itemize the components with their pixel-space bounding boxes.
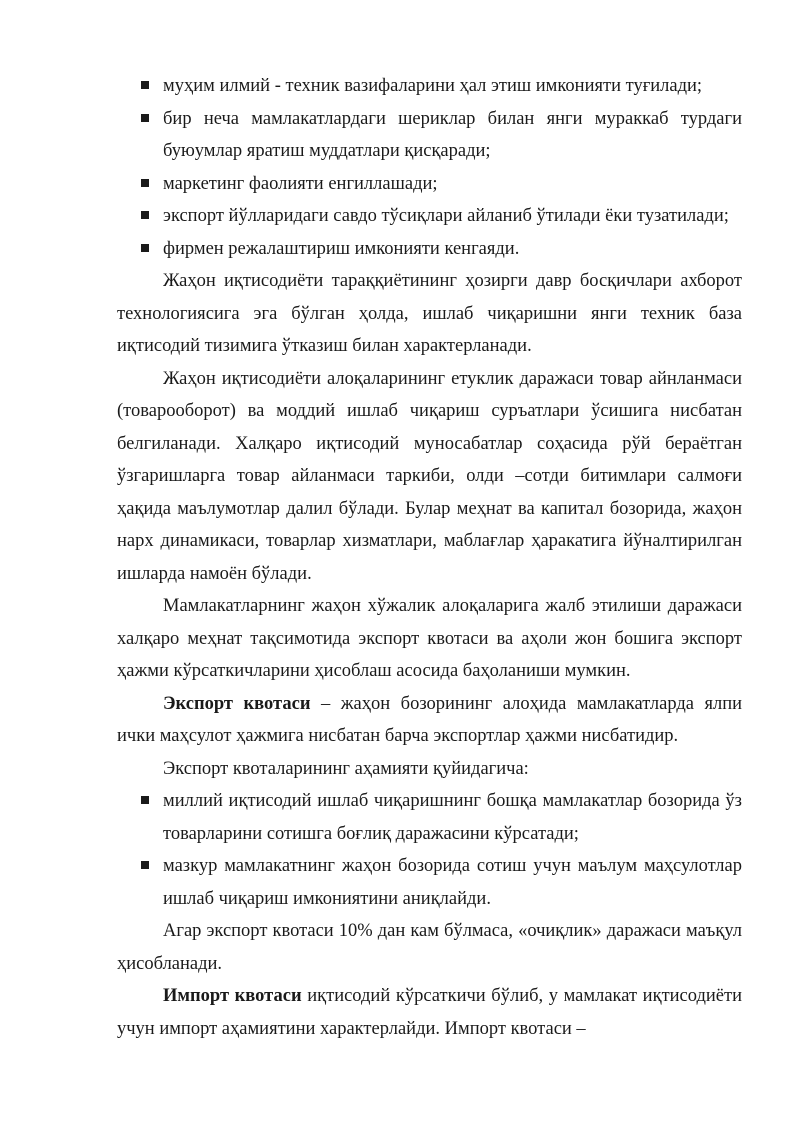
- square-bullet-icon: [141, 861, 149, 869]
- document-body: [117, 70, 742, 1045]
- definition-text: – жаҳон бозорининг алоҳида мамлакатларда ялпи ички маҳсулот ҳажмига нисбатан барча экспортлар ҳажми нисбатидир.: [117, 693, 742, 746]
- list-item: [117, 200, 742, 233]
- list-item: [117, 70, 742, 103]
- paragraph-export-quota-importance: Экспорт квоталарининг аҳамияти қуйидагича:: [163, 758, 529, 779]
- square-bullet-icon: [141, 244, 149, 252]
- bullet-list-top: [117, 70, 742, 265]
- paragraph-import-quota-definition: [117, 980, 742, 1045]
- square-bullet-icon: [141, 81, 149, 89]
- list-item-text: мазкур мамлакатнинг жаҳон бозорида сотиш учун маълум маҳсулотлар ишлаб чиқариш имкониятини аниқлайди.: [163, 856, 742, 909]
- list-item: [117, 168, 742, 201]
- square-bullet-icon: [141, 796, 149, 804]
- list-item: [117, 850, 742, 915]
- list-item: [117, 233, 742, 266]
- square-bullet-icon: [141, 114, 149, 122]
- bullet-list-bottom: [117, 785, 742, 915]
- list-item-text: фирмен режалаштириш имконияти кенгаяди.: [163, 238, 520, 259]
- paragraph-economic-relations: Жаҳон иқтисодиёти алоқаларининг етуклик даражаси товар айнланмаси (товарооборот) ва моддий ишлаб чиқариш суръатлари ўсишига нисбатан белгиланади. Халқаро иқтисодий муносабатлар соҳасида рўй бераётган ўзгаришларга товар айланмаси таркиби, олди –сотди битимлари салмоғи ҳақида маълумотлар далил бўлади. Булар меҳнат ва капитал бозорида, жаҳон нарх динамикаси, товарлар хизматлари, маблағлар ҳаракатига йўналтирилган ишларда намоён бўлади.: [117, 368, 742, 584]
- list-item-text: миллий иқтисодий ишлаб чиқаришнинг бошқа мамлакатлар бозорида ўз товарларини сотишга боғлиқ даражасини кўрсатади;: [163, 791, 742, 844]
- list-item: [117, 103, 742, 168]
- square-bullet-icon: [141, 179, 149, 187]
- square-bullet-icon: [141, 211, 149, 219]
- paragraph-involvement-level: Мамлакатларнинг жаҳон хўжалик алоқаларига жалб этилиши даражаси халқаро меҳнат тақсимотида экспорт квотаси ва аҳоли жон бошига экспорт ҳажми кўрсаткичларини ҳисоблаш асосида баҳоланиши мумкин.: [117, 596, 742, 681]
- definition-text: иқтисодий кўрсаткичи бўлиб, у мамлакат иқтисодиёти учун импорт аҳамиятини характерлайди. Импорт квотаси –: [117, 986, 742, 1039]
- paragraph-global-economy: Жаҳон иқтисодиёти тараққиётининг ҳозирги давр босқичлари ахборот технологиясига эга бўлган ҳолда, ишлаб чиқаришни янги техник база иқтисодий тизимига ўтказиш билан характерланади.: [117, 271, 742, 356]
- list-item-text: муҳим илмий - техник вазифаларини ҳал этиш имконияти туғилади;: [163, 76, 703, 96]
- paragraph-openness: Агар экспорт квотаси 10% дан кам бўлмаса, «очиқлик» даражаси маъқул ҳисобланади.: [117, 921, 742, 974]
- list-item: [117, 785, 742, 850]
- term-export-quota: Экспорт квотаси: [163, 693, 311, 714]
- paragraph-export-quota-definition: [117, 688, 742, 753]
- list-item-text: бир неча мамлакатлардаги шериклар билан янги мураккаб турдаги буюумлар яратиш муддатлари қисқаради;: [163, 108, 742, 161]
- term-import-quota: Импорт квотаси: [163, 986, 302, 1006]
- list-item-text: экспорт йўлларидаги савдо тўсиқлари айланиб ўтилади ёки тузатилади;: [163, 206, 729, 226]
- list-item-text: маркетинг фаолияти енгиллашади;: [163, 173, 438, 194]
